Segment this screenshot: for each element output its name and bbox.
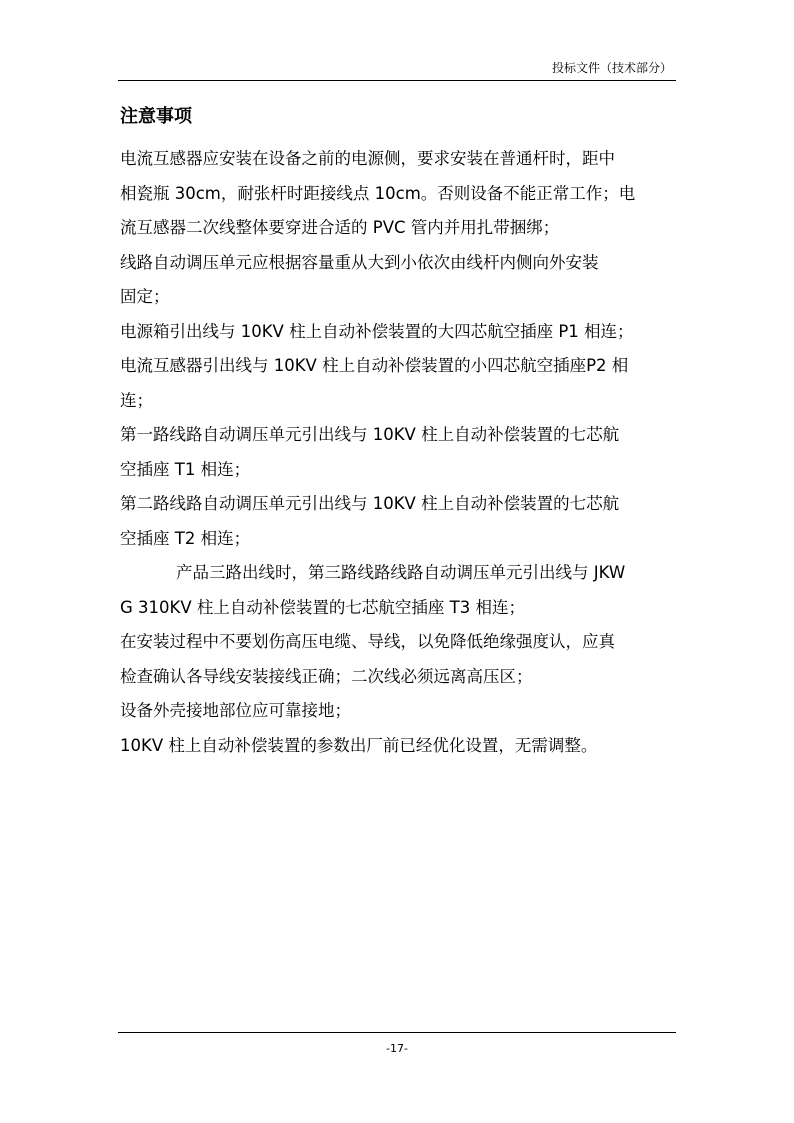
text-line: 流互感器二次线整体要穿进合适的 PVC 管内并用扎带捆绑； [120,218,560,237]
text-line: 连； [120,390,153,410]
header-divider [118,80,676,81]
text-line: 线路自动调压单元应根据容量重从大到小依次由线杆内侧向外安装 [120,252,599,272]
text-line: G 310KV 柱上自动补偿装置的七芯航空插座 T3 相连； [120,597,525,617]
text-line: 10KV 柱上自动补偿装置的参数出厂前已经优化设置，无需调整。 [120,735,598,755]
page-number: -17- [386,1042,408,1055]
text-line: 在安装过程中不要划伤高压电缆、导线，以免降低绝缘强度认，应真 [120,632,615,651]
text-line: 空插座 T2 相连； [120,528,251,548]
text-line: 设备外壳接地部位应可靠接地； [120,701,351,720]
text-line: 检查确认各导线安装接线正确；二次线必须远离高压区； [120,666,533,686]
text-line: 第一路线路自动调压单元引出线与 10KV 柱上自动补偿装置的七芯航 [120,425,620,444]
text-line: 固定； [120,287,170,306]
text-line: 电源箱引出线与 10KV 柱上自动补偿装置的大四芯航空插座 P1 相连； [120,321,634,341]
section-title: 注意事项 [120,106,192,127]
running-header: 投标文件（技术部分） [551,61,672,75]
body-text [120,142,680,763]
footer-divider [118,1032,676,1033]
text-line: 电流互感器应安装在设备之前的电源侧，要求安装在普通杆时，距中 [120,149,615,168]
text-line: 第二路线路自动调压单元引出线与 10KV 柱上自动补偿装置的七芯航 [120,494,620,513]
text-line: 空插座 T1 相连； [120,459,251,479]
text-line: 相瓷瓶 30cm，耐张杆时距接线点 10cm。否则设备不能正常工作；电 [120,183,636,203]
text-line: 电流互感器引出线与 10KV 柱上自动补偿装置的小四芯航空插座P2 相 [120,356,629,375]
indented-text-line: 产品三路出线时，第三路线路线路自动调压单元引出线与 JKW [176,563,626,582]
